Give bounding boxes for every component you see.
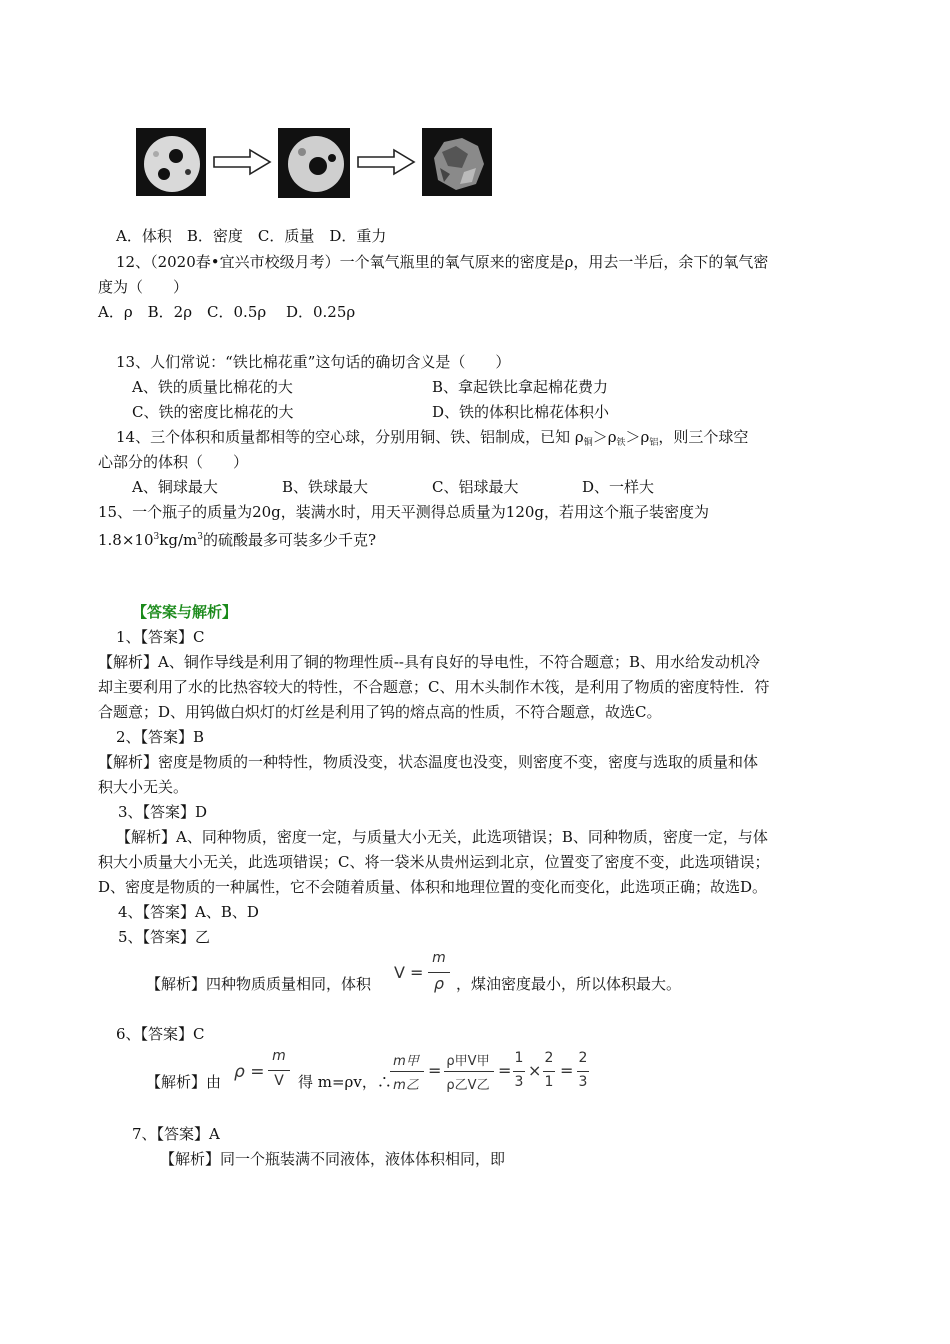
answer-5-formula-denominator: ρ <box>433 974 445 993</box>
answer-6-frac5-bar <box>543 1071 555 1072</box>
answer-6-frac2-bar <box>390 1071 424 1072</box>
crumpled-ball-graphic <box>422 128 492 196</box>
answer-6-equals-3: = <box>560 1061 574 1080</box>
answer-6-frac5-num: 2 <box>544 1050 554 1066</box>
q14-sub-aluminum: 铝 <box>649 438 659 448</box>
q15-stem-line2 <box>98 527 376 550</box>
q14-gt-1: ＞ρ <box>592 428 617 446</box>
q11-options: A．体积 B．密度 C．质量 D．重力 <box>116 227 387 245</box>
q14-stem-line2: 心部分的体积（ ） <box>98 453 249 471</box>
answer-7-label: 7、【答案】A <box>132 1125 220 1143</box>
q14-stem-line1 <box>116 427 748 453</box>
answer-6-analysis-pre: 【解析】由 <box>146 1073 222 1091</box>
answer-6-frac6-bar <box>577 1071 589 1072</box>
q13-option-a: A、铁的质量比棉花的大 <box>132 378 293 396</box>
answer-6-frac4-den: 3 <box>514 1074 524 1090</box>
answer-6-frac2-num: m甲 <box>393 1054 419 1069</box>
answer-7-analysis-line1: 【解析】同一个瓶装满不同液体，液体体积相同，即 <box>160 1150 506 1168</box>
answer-5-label: 5、【答案】乙 <box>118 928 211 946</box>
q14-gt-2: ＞ρ <box>625 428 650 446</box>
q14-option-d: D、一样大 <box>582 478 655 496</box>
answer-1-analysis-line1: 【解析】A、铜作导线是利用了铜的物理性质--具有良好的导电性，不符合题意；B、用水给发动机冷 <box>98 653 760 671</box>
q13-option-c: C、铁的密度比棉花的大 <box>132 403 294 421</box>
answer-6-frac2-den: m乙 <box>393 1078 419 1093</box>
answer-6-frac1-num: m <box>272 1048 286 1064</box>
q13-option-b: B、拿起铁比拿起棉花费力 <box>432 378 609 396</box>
answer-1-analysis-line3: 合题意；D、用钨做白炽灯的灯丝是利用了钨的熔点高的性质，不符合题意，故选C。 <box>98 703 662 721</box>
q14-sub-iron: 铁 <box>616 438 626 448</box>
answer-6-frac3-bar <box>444 1071 494 1072</box>
arrow-right-icon <box>356 148 416 176</box>
answer-6-analysis-mid: 得 m=ρv，∴ <box>298 1073 392 1091</box>
q15-stem-post: 的硫酸最多可装多少千克? <box>202 531 376 549</box>
answer-3-analysis-line2: 积大小质量大小无关，此选项错误；C、将一袋米从贵州运到北京，位置变了密度不变，此选项错误； <box>98 853 770 871</box>
answer-5-formula-v: V = <box>394 963 424 982</box>
answer-1-label: 1、【答案】C <box>116 628 205 646</box>
q14-option-c: C、铝球最大 <box>432 478 519 496</box>
q13-stem: 13、人们常说：“铁比棉花重”这句话的确切含义是（ ） <box>116 353 511 371</box>
answer-1-analysis-line2: 却主要利用了水的比热容较大的特性，不合题意；C、用木头制作木筏，是利用了物质的密度特性．符 <box>98 678 770 696</box>
q15-unit-exponent: 3 <box>197 532 203 542</box>
answer-6-frac3-den: ρ乙V乙 <box>446 1078 490 1093</box>
photo-ball-2 <box>278 128 350 198</box>
answer-6-frac1-bar <box>268 1070 290 1071</box>
q14-sub-copper: 铜 <box>583 438 593 448</box>
answer-5-analysis-post: ，煤油密度最小，所以体积最大。 <box>456 975 682 993</box>
answer-6-frac4-bar <box>513 1071 525 1072</box>
answer-3-label: 3、【答案】D <box>118 803 208 821</box>
arrow-right-icon <box>212 148 272 176</box>
q15-unit: kg/m <box>159 531 198 549</box>
answer-6-frac3-num: ρ甲V甲 <box>446 1054 490 1069</box>
answer-6-formula-rho: ρ = <box>234 1062 265 1082</box>
q15-stem-line1: 15、一个瓶子的质量为20g，装满水时，用天平测得总质量为120g，若用这个瓶子装密度为 <box>98 503 710 521</box>
q14-option-b: B、铁球最大 <box>282 478 369 496</box>
answer-2-analysis-line1: 【解析】密度是物质的一种特性，物质没变，状态温度也没变，则密度不变，密度与选取的质量和体 <box>98 753 759 771</box>
answer-2-analysis-line2: 积大小无关。 <box>98 778 189 796</box>
answer-6-equals-1: = <box>428 1061 442 1080</box>
answer-6-equals-2: = <box>498 1061 512 1080</box>
ball-1-graphic <box>136 128 206 196</box>
photo-ball-1 <box>136 128 206 196</box>
q15-value: 1.8×10 <box>98 531 154 549</box>
answer-2-label: 2、【答案】B <box>116 728 205 746</box>
answer-6-frac6-den: 3 <box>578 1074 588 1090</box>
ball-2-graphic <box>278 128 350 198</box>
q14-option-a: A、铜球最大 <box>132 478 218 496</box>
answer-6-frac4-num: 1 <box>514 1050 524 1066</box>
q14-stem-post: ，则三个球空 <box>658 428 749 446</box>
answer-5-fraction-bar <box>428 972 450 973</box>
answer-5-formula-numerator: m <box>432 950 446 966</box>
answer-4-label: 4、【答案】A、B、D <box>118 903 259 921</box>
answer-3-analysis-line1: 【解析】A、同种物质，密度一定，与质量大小无关，此选项错误；B、同种物质，密度一定，与体 <box>116 828 768 846</box>
answer-6-label: 6、【答案】C <box>116 1025 205 1043</box>
answer-6-times: × <box>528 1061 542 1080</box>
answer-5-analysis-pre: 【解析】四种物质质量相同，体积 <box>146 975 372 993</box>
answer-6-frac5-den: 1 <box>544 1074 554 1090</box>
q12-stem-line1: 12、（2020春•宜兴市校级月考）一个氧气瓶里的氧气原来的密度是ρ，用去一半后，余下的氧气密 <box>116 253 769 271</box>
q15-exponent: 3 <box>153 532 160 542</box>
q13-option-d: D、铁的体积比棉花体积小 <box>432 403 610 421</box>
q12-options: A．ρ B．2ρ C．0.5ρ D．0.25ρ <box>98 303 356 321</box>
answer-6-frac6-num: 2 <box>578 1050 588 1066</box>
q14-stem-pre: 14、三个体积和质量都相等的空心球，分别用铜、铁、铝制成，已知 ρ <box>116 428 584 446</box>
answer-section-title: 【答案与解析】 <box>132 603 238 621</box>
answer-6-frac1-den: V <box>274 1073 284 1089</box>
answer-3-analysis-line3: D、密度是物质的一种属性，它不会随着质量、体积和地理位置的变化而变化，此选项正确；故选D。 <box>98 878 768 896</box>
q12-stem-line2: 度为（ ） <box>98 278 189 296</box>
photo-crumpled-ball <box>422 128 492 196</box>
